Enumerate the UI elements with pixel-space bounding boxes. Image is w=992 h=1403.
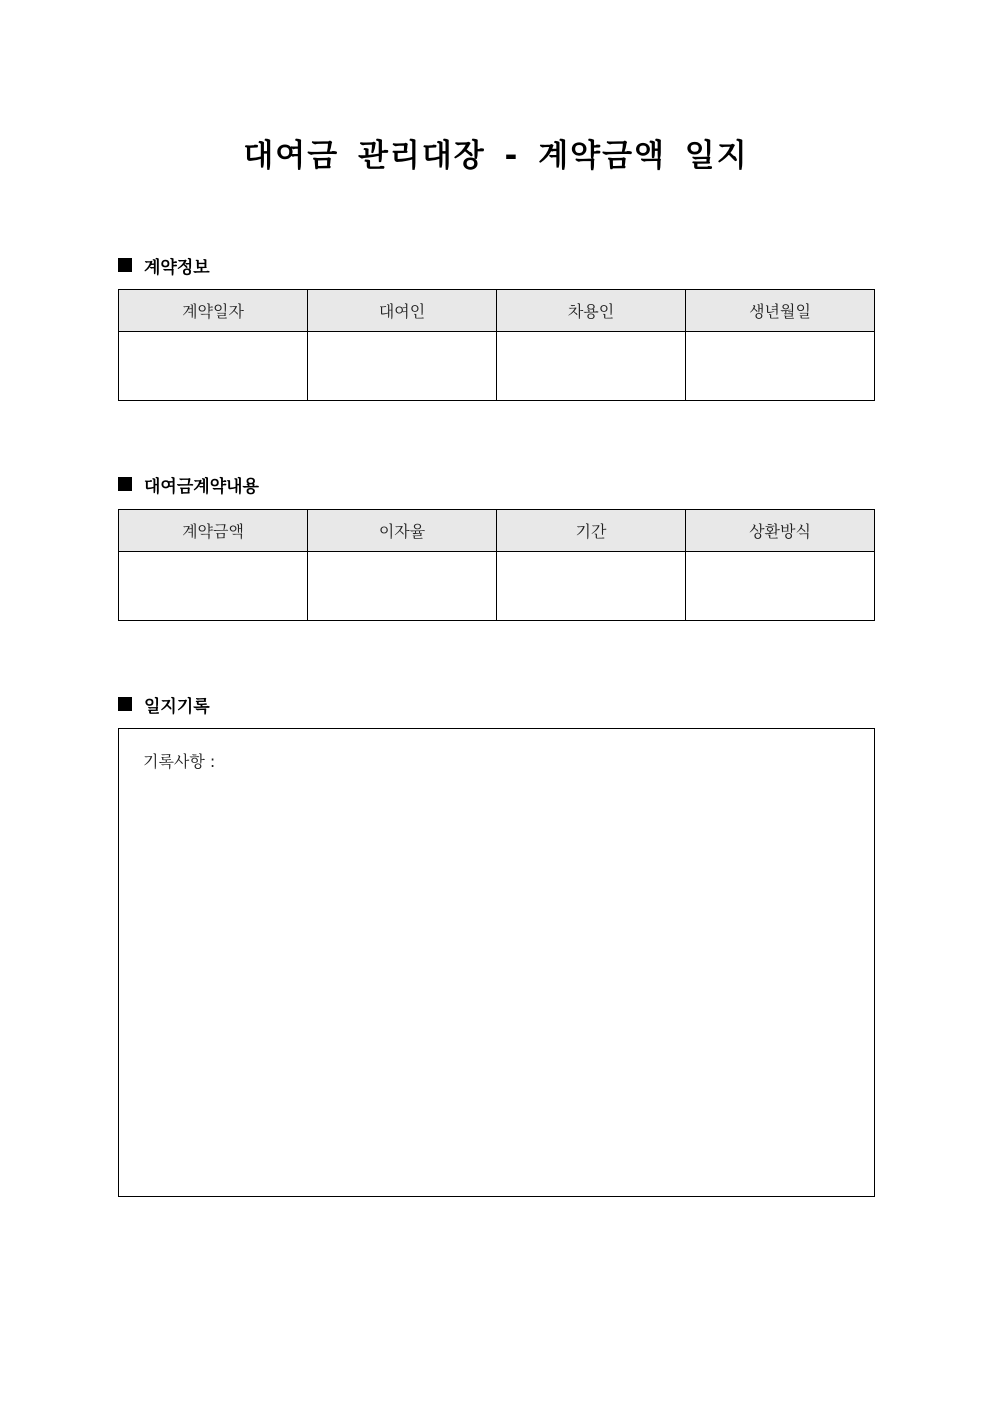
section-title: 일지기록 [144,696,210,717]
log-entry-label: 기록사항 : [143,752,216,771]
borrower-cell[interactable] [497,332,686,401]
table-header-row [119,290,875,332]
log-entry-box[interactable] [118,728,875,1197]
contract-info-table [118,289,875,401]
section-title: 대여금계약내용 [144,476,259,497]
period-cell[interactable] [497,552,686,621]
column-header: 대여인 [308,290,497,332]
section-title: 계약정보 [144,257,210,278]
section-heading-contract-info [118,252,210,278]
column-header: 차용인 [497,290,686,332]
section-heading-log [118,691,210,717]
column-header: 상환방식 [686,510,875,552]
square-bullet-icon [118,477,132,491]
column-header: 이자율 [308,510,497,552]
square-bullet-icon [118,697,132,711]
loan-terms-table [118,509,875,621]
repayment-method-cell[interactable] [686,552,875,621]
column-header: 계약일자 [119,290,308,332]
column-header: 생년월일 [686,290,875,332]
table-row [119,332,875,401]
interest-rate-cell[interactable] [308,552,497,621]
section-heading-loan-terms [118,471,259,497]
contract-date-cell[interactable] [119,332,308,401]
table-header-row [119,510,875,552]
document-title: 대여금 관리대장 - 계약금액 일지 [243,138,749,174]
contract-amount-cell[interactable] [119,552,308,621]
square-bullet-icon [118,258,132,272]
column-header: 기간 [497,510,686,552]
lender-cell[interactable] [308,332,497,401]
table-row [119,552,875,621]
birthdate-cell[interactable] [686,332,875,401]
column-header: 계약금액 [119,510,308,552]
